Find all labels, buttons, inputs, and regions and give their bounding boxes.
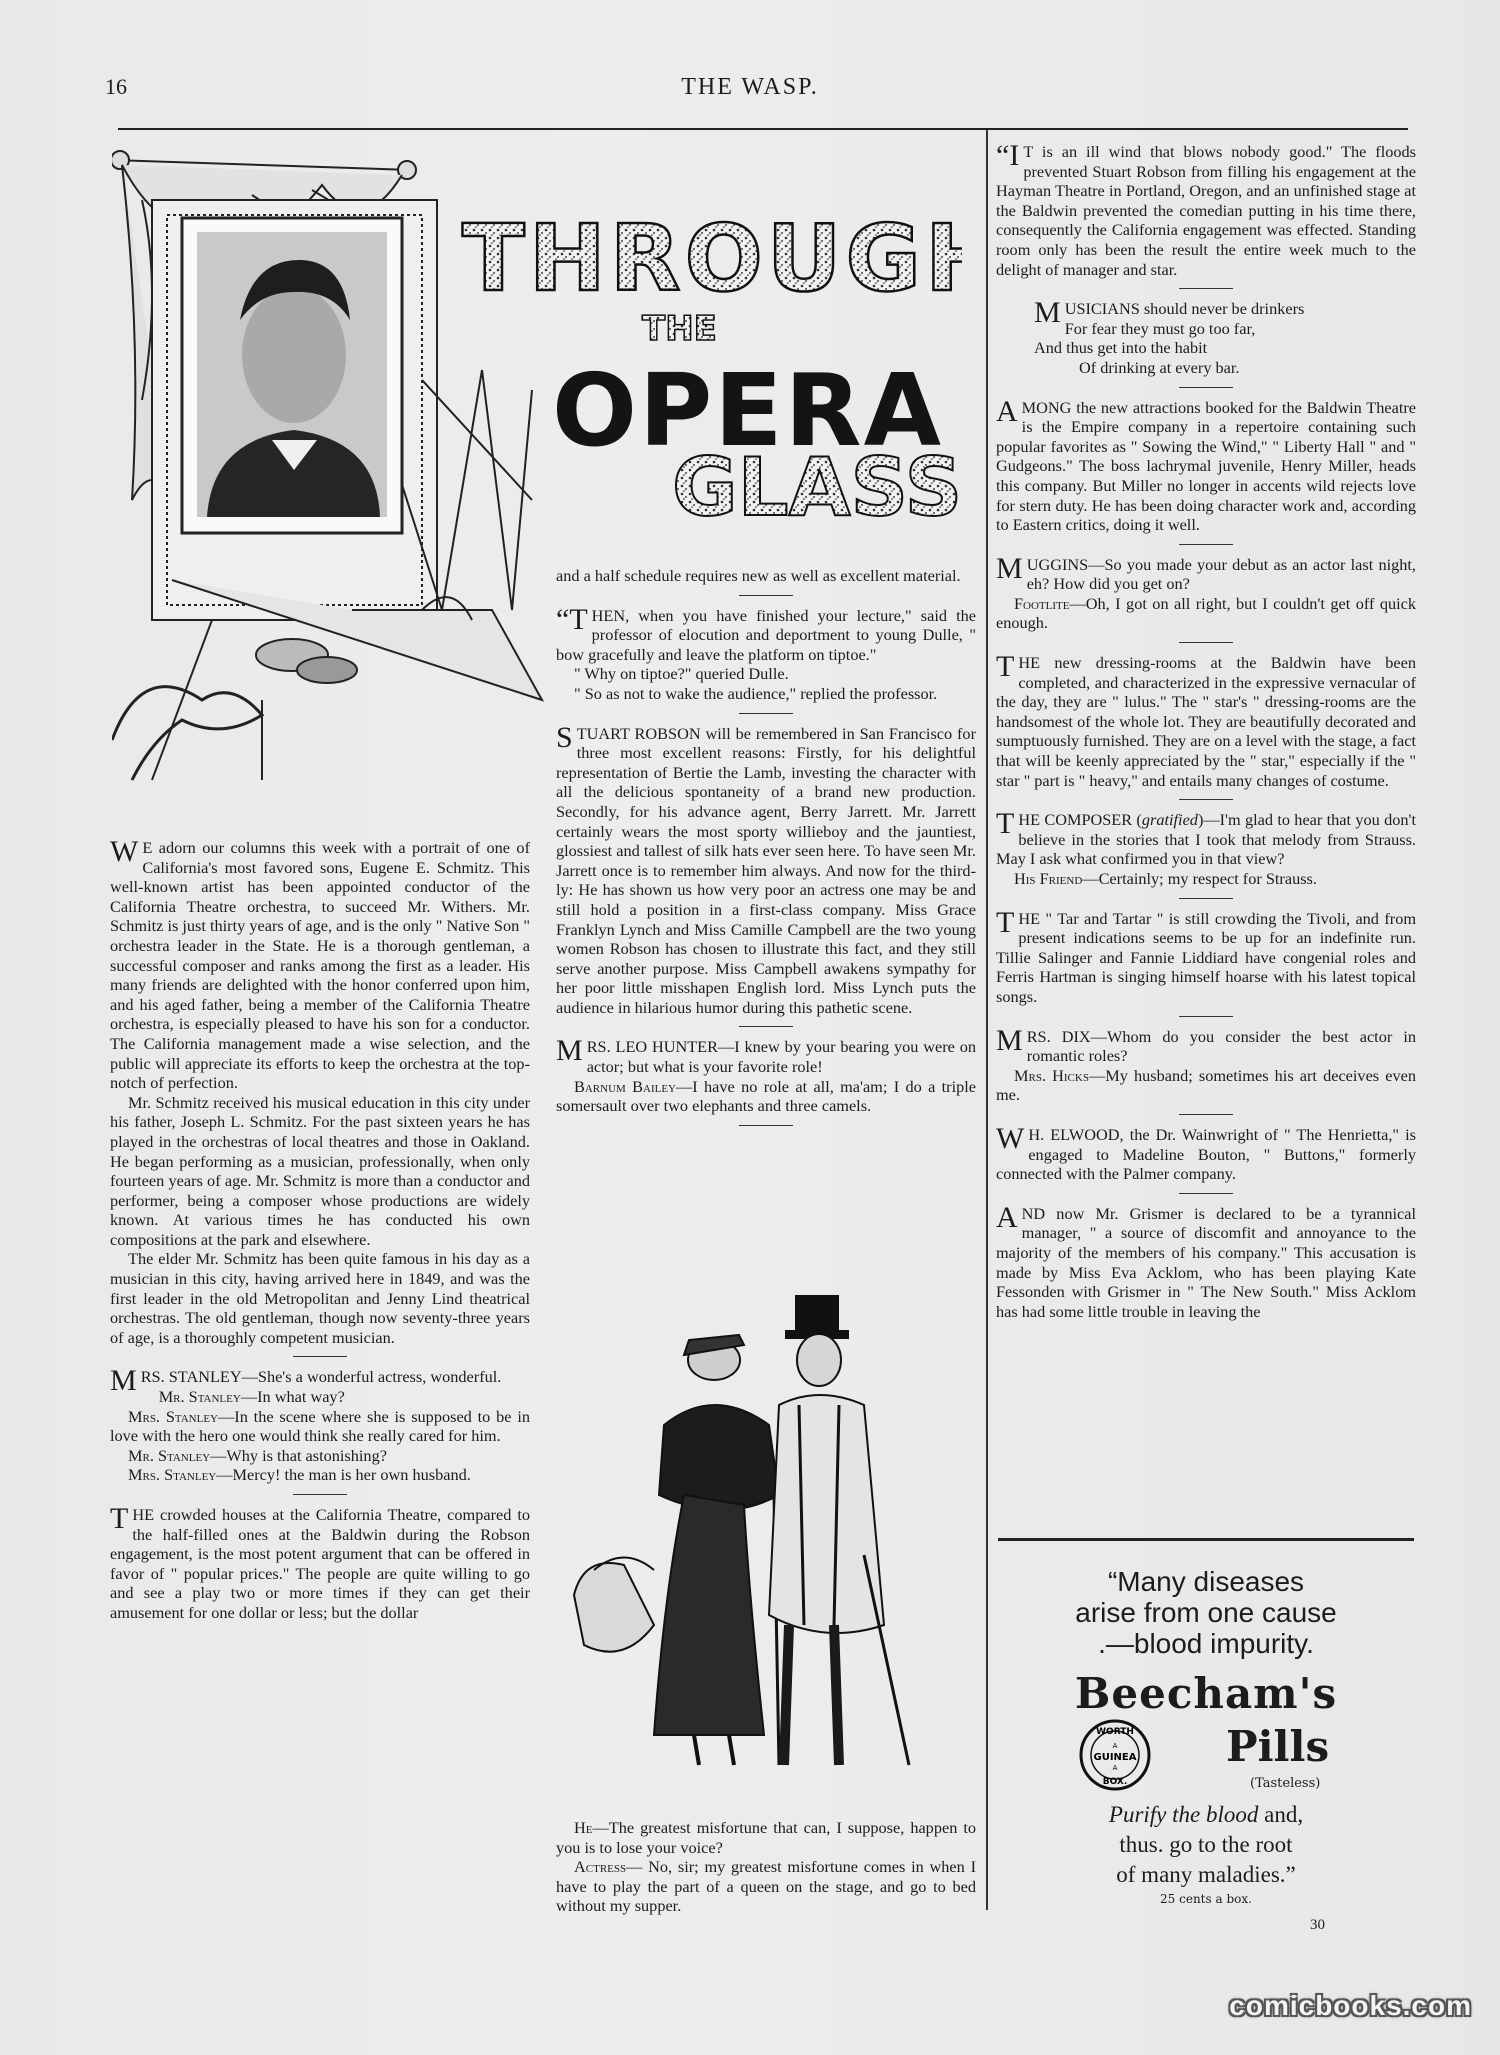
schmitz-paragraph-2: Mr. Schmitz received his musical education in this city under his father, Joseph L. Schmitz. For the past sixteen years he has played in the orchestras of local theatres and those in Oakland. He began performing as a musician, professionally, when only fourteen years of age. Mr. Schmitz is more than a conductor and performer, being a composer whose productions are widely known. At various times he has conducted his own compositions at the park and elsewhere. [110,1092,530,1249]
drop-cap: T [996,650,1015,684]
section-divider [739,1026,793,1027]
beechams-advertisement [998,1566,1414,1926]
svg-text:A: A [1112,1742,1118,1750]
musicians-poem [1034,296,1416,377]
section-divider [1179,898,1233,899]
section-divider [739,1125,793,1126]
stanley-dialogue-5: Mrs. Stanley—Mercy! the man is her own husband. [128,1465,471,1485]
stanley-dialogue-1: MRS. STANLEY—She's a wonderful actress, wonderful. [110,1364,502,1398]
column-left [110,835,530,1623]
title-the: THE [642,309,717,349]
drop-cap: T [110,1502,129,1535]
drop-cap: M [1034,296,1061,330]
dix-dialogue-1: MRS. DIX—Whom do you consider the best actor in romantic roles? [996,1023,1416,1066]
ad-pills-word: Pills [1226,1722,1330,1771]
drop-cap: W [996,1121,1025,1155]
title-opera: OPERA [552,352,944,469]
stanley-dialogue-3: Mrs. Stanley—In the scene where she is supposed to be in love with the hero one would think she really cared for him. [110,1406,530,1446]
drop-cap: W [110,835,139,868]
robson-paragraph: STUART ROBSON will be remembered in San Francisco for three most excellent reasons: Firstly, for his delightful representation of Bertie the Lamb, investing the character with all the delicious spontaneity of a brand new production. Secondly, for his advance agent, Berry Jarrett. Mr. Jarrett certainly wears the most sporty willieboy and the jauntiest, glossiest and tallest of silk hats ever seen here. To have seen Mr. Jarrett once is to remember him always. And now for the third-ly: He has shown us how very poor an actress one may be and still hold a position in a first-class company. Miss Grace Franklyn Lynch and Miss Camille Campbell are the two young women Robson has chosen to illustrate this fact, and they still serve another purpose. Miss Campbell awakens sympathy for her poor little misshapen English lord. Miss Lynch puts the audience in hilarious humor during this pathetic scene. [556,720,976,1017]
tiptoe-joke-3: " So as not to wake the audience," replied the professor. [574,683,938,703]
ad-code: 30 [1310,1917,1325,1933]
crowded-houses-paragraph: THE crowded houses at the California Theatre, compared to the half-filled ones at the Baldwin during the Robson engagement, is the most potent argument that can be offered in favor of " popular prices." The people are quite willing to go and see a play two or more times if they can get their amusement for one dollar or less; but the dollar [110,1502,530,1622]
guinea-seal-icon [1078,1718,1152,1792]
tiptoe-joke-2: " Why on tiptoe?" queried Dulle. [574,664,789,684]
svg-text:GUINEA: GUINEA [1093,1752,1137,1763]
grismer-paragraph: AND now Mr. Grismer is declared to be a tyrannical manager, " a source of discomfit and annoyance to the majority of the members of his company." This accusation is made by Miss Eva Acklom, who has been playing Kate Fessonden with Grismer in " The New South." Miss Acklom has had some little trouble in leaving the [996,1200,1416,1321]
portrait-photo [182,218,402,533]
section-divider [1179,288,1233,289]
drop-cap: “I [996,139,1020,172]
section-divider [293,1356,347,1357]
empire-company-paragraph: AMONG the new attractions booked for the Baldwin Theatre is the Empire company in a repertoire containing such popular favorites as " Sowing the Wind," " Liberty Hall " and " Gudgeons." The boss lachrymal juvenile, Henry Miller, heads this company. But Miller no longer in accents wild rejects love for stern duty. He has been doing character work and, according to Eastern critics, doing it well. [996,394,1416,535]
cartoon-caption-1: He—The greatest misfortune that can, I suppose, happen to you is to lose your voice? [556,1818,976,1857]
section-divider [293,1494,347,1495]
drop-cap: A [996,1200,1018,1234]
poem-line-2: For fear they must go too far, [1064,318,1256,338]
ad-line-3: .—blood impurity. [1098,1628,1314,1659]
poem-line-3: And thus get into the habit [1034,338,1208,358]
hunter-dialogue-2: Barnum Bailey—I have no role at all, ma'am; I do a triple somersault over two elephants and three camels. [556,1076,976,1116]
dix-dialogue-2: Mrs. Hicks—My husband; sometimes his art deceives even me. [996,1065,1416,1105]
column-middle [556,566,976,1136]
tivoli-paragraph: THE " Tar and Tartar " is still crowding the Tivoli, and from present indications seems to be up for an indefinite run. Tillie Salinger and Fannie Liddiard have congenial roles and Ferris Hartman is singing himself hoarse with his latest topical songs. [996,905,1416,1006]
ad-line-5: thus. go to the root [1119,1832,1293,1857]
couple-cartoon [564,1295,984,1795]
ad-tasteless: (Tasteless) [1250,1776,1321,1791]
section-divider [1179,642,1233,643]
drop-cap: M [996,1023,1023,1057]
ill-wind-paragraph: “I T is an ill wind that blows nobody good." The floods prevented Stuart Robson from filling his engagement at the Hayman Theatre in Portland, Oregon, and an unfinished stage at the Baldwin prevented the comedian putting in his time there, consequently the California engagement was effected. Standing room only has been the result the entire week much to the delight of manager and star. [996,139,1416,279]
title-lettering [462,205,962,534]
drop-cap: T [996,905,1015,939]
watermark-logo: comicbooks.com [1229,1990,1472,2021]
column-divider [986,130,988,1910]
title-through: THROUGH [462,205,962,312]
title-glass: GLASS. [672,441,962,534]
stanley-dialogue-2: Mr. Stanley—In what way? [158,1387,345,1407]
section-divider [739,713,793,714]
svg-text:BOX.: BOX. [1102,1777,1128,1787]
ad-line-2: arise from one cause [1075,1597,1337,1628]
svg-text:A: A [1112,1764,1118,1772]
muggins-dialogue-1: MUGGINS—So you made your debut as an actor last night, eh? How did you get on? [996,551,1416,594]
ad-line-6: of many maladies.” [1116,1862,1296,1887]
section-divider [739,595,793,596]
section-divider [1179,544,1233,545]
stanley-dialogue-4: Mr. Stanley—Why is that astonishing? [128,1445,387,1465]
schedule-continuation: and a half schedule requires new as well as excellent material. [556,566,961,585]
muggins-dialogue-2: Footlite—Oh, I got on all right, but I couldn't get off quick enough. [996,593,1416,633]
section-divider [1179,1114,1233,1115]
poem-line-4: Of drinking at every bar. [1079,357,1240,377]
elwood-paragraph: W H. ELWOOD, the Dr. Wainwright of " The Henrietta," is engaged to Madeline Bouton, " Buttons," formerly connected with the Palmer company. [996,1121,1416,1184]
section-divider [1179,1193,1233,1194]
poem-line-1: USICIANS should never be drinkers [1064,299,1305,319]
tiptoe-joke-1: “THEN, when you have finished your lecture," said the professor of elocution and deportment to young Dulle, " bow gracefully and leave the platform on tiptoe." [556,602,976,664]
schmitz-paragraph-3: The elder Mr. Schmitz has been quite famous in his day as a musician in this city, having arrived here in 1849, and was the first leader in the old Metropolitan and Jenny Lind theatrical orchestras. The old gentleman, though now seventy-three years of age, is a thoroughly competent musician. [110,1249,530,1347]
ad-line-1: “Many diseases [1107,1566,1305,1597]
column-right [996,139,1416,1321]
schmitz-paragraph-1: W E adorn our columns this week with a portrait of one of California's most favored sons, Eugene E. Schmitz. This well-known artist has been appointed conductor of the California Theatre orchestra, to succeed Mr. Withers. Mr. Schmitz is just thirty years of age, and is the only " Native Son " orchestra leader in the State. He is a thorough gentleman, a successful composer and ranks among the first as a leader. His many friends are delighted with the honor conferred upon him, and his aged father, being a member of the California Theatre orchestra, is especially pleased to have his son for a conductor. The California management made a wise selection, and the public will appreciate its efforts to keep the orchestra at the top-notch of perfection. [110,835,530,1093]
ad-brand-name: Beecham's [1074,1669,1338,1718]
ad-price: 25 cents a box. [1160,1892,1252,1906]
drop-cap: S [556,720,573,754]
ad-line-4: Purify the blood and, [1108,1802,1304,1827]
publication-title: THE WASP. [681,74,819,100]
header-rule [118,128,1408,130]
section-divider [1179,799,1233,800]
drop-cap: A [996,394,1018,428]
cartoon-caption-2: Actress— No, sir; my greatest misfortune comes in when I have to play the part of a queen on the stage, and go to bed without my supper. [556,1857,976,1916]
drop-cap: M [996,551,1023,585]
drop-cap: M [556,1034,583,1068]
drop-cap: M [110,1364,137,1398]
column-middle-caption [556,1818,976,1916]
page-number: 16 [105,74,127,99]
drop-cap: “T [556,602,588,636]
ad-rule-top [998,1538,1414,1541]
drop-cap: T [996,807,1015,841]
svg-text:WORTH: WORTH [1096,1727,1134,1737]
dressing-rooms-paragraph: THE new dressing-rooms at the Baldwin have been completed, and characterized in the expressive vernacular of the day, they are " lulus." The " star's " dressing-rooms are the handsomest of the whole lot. They are beautifully decorated and sumptuously furnished. They are on a level with the stage, a fact that will be keenly appreciated by the " star," especially if the " star " part is " heavy," and entails many changes of costume. [996,650,1416,790]
section-divider [1179,387,1233,388]
composer-dialogue-1: THE COMPOSER (gratified)—I'm glad to hear that you don't believe in the stories that I took that melody from Strauss. May I ask what confirmed you in that view? [996,807,1416,869]
section-divider [1179,1016,1233,1017]
composer-dialogue-2: His Friend—Certainly; my respect for Strauss. [1014,869,1317,888]
hunter-dialogue-1: MRS. LEO HUNTER—I knew by your bearing you were on actor; but what is your favorite role! [556,1034,976,1077]
